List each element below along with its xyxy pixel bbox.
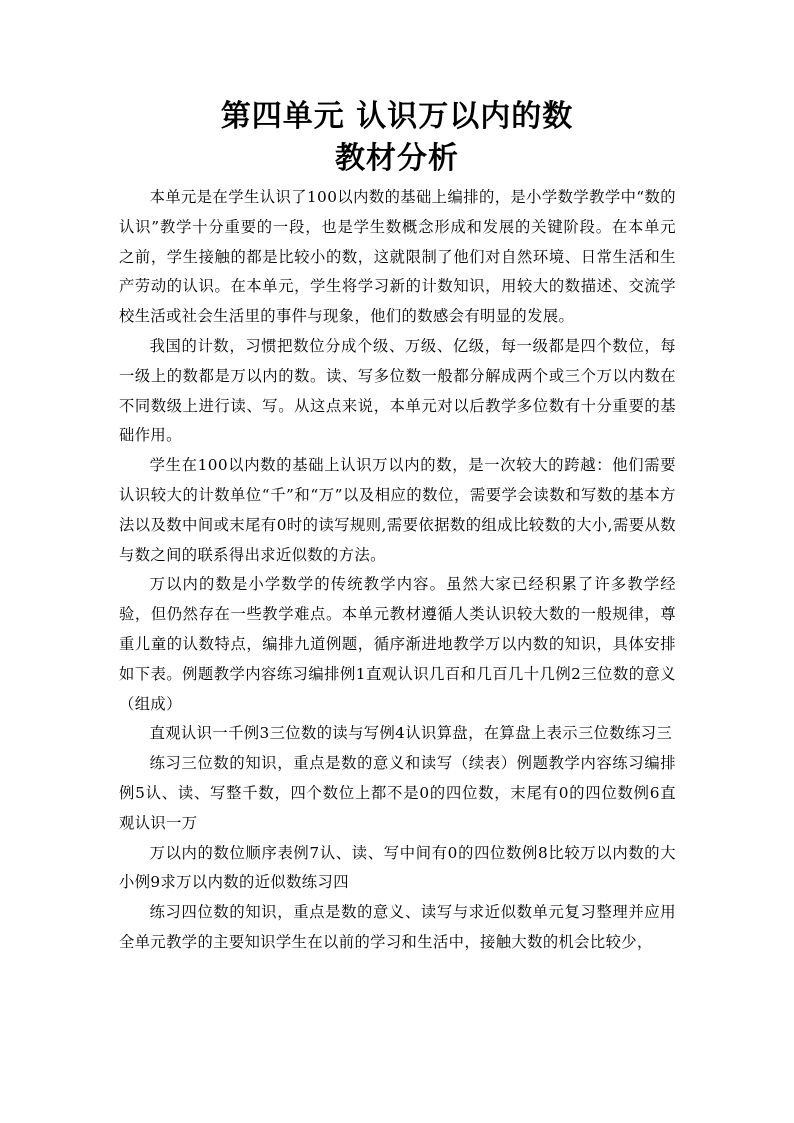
document-subtitle: 教材分析 <box>335 141 459 176</box>
paragraph-3: 学生在100以内数的基础上认识万以内的数，是一次较大的跨越：他们需要认识较大的计数单位“千”和“万”以及相应的数位，需要学会读数和写数的基本方法以及数中间或末尾有0时的读写规则,需要依据数的组成比较数的大小,需要从数与数之间的联系得出求近似数的方法。 <box>119 456 676 564</box>
paragraph-8: 练习四位数的知识，重点是数的意义、读写与求近似数单元复习整理并应用全单元教学的主要知识学生在以前的学习和生活中，接触大数的机会比较少， <box>119 903 676 951</box>
paragraph-5: 直观认识一千例3三位数的读与写例4认识算盘，在算盘上表示三位数练习三 <box>149 724 673 743</box>
paragraph-7: 万以内的数位顺序表例7认、读、写中间有0的四位数例8比较万以内数的大小例9求万以内数的近似数练习四 <box>119 843 676 892</box>
paragraph-1: 本单元是在学生认识了100以内数的基础上编排的，是小学数学教学中“数的认识”教学十分重要的一段，也是学生数概念形成和发展的关键阶段。在本单元之前，学生接触的都是比较小的数，这就限制了他们对自然环境、日常生活和生产劳动的认识。在本单元，学生将学习新的计数知识，用较大的数描述、交流学校生活或社会生活里的事件与现象，他们的数感会有明显的发展。 <box>119 188 676 326</box>
document-body <box>119 183 676 958</box>
paragraph-4: 万以内的数是小学数学的传统教学内容。虽然大家已经积累了许多教学经验，但仍然存在一些教学难点。本单元教材遵循人类认识较大数的一般规律，尊重儿童的认数特点，编排九道例题，循序渐进地教学万以内数的知识，具体安排如下表。例题教学内容练习编排例1直观认识几百和几百几十几例2三位数的意义（组成） <box>119 575 676 713</box>
paragraph-2: 我国的计数，习惯把数位分成个级、万级、亿级，每一级都是四个数位，每一级上的数都是万以内的数。读、写多位数一般都分解成两个或三个万以内数在不同数级上进行读、写。从这点来说，本单元对以后教学多位数有十分重要的基础作用。 <box>119 336 676 445</box>
document-title: 第四单元 认识万以内的数 <box>220 99 574 134</box>
paragraph-6: 练习三位数的知识，重点是数的意义和读写（续表）例题教学内容练习编排例5认、读、写整千数，四个数位上都不是0的四位数，末尾有0的四位数例6直观认识一万 <box>119 754 676 832</box>
